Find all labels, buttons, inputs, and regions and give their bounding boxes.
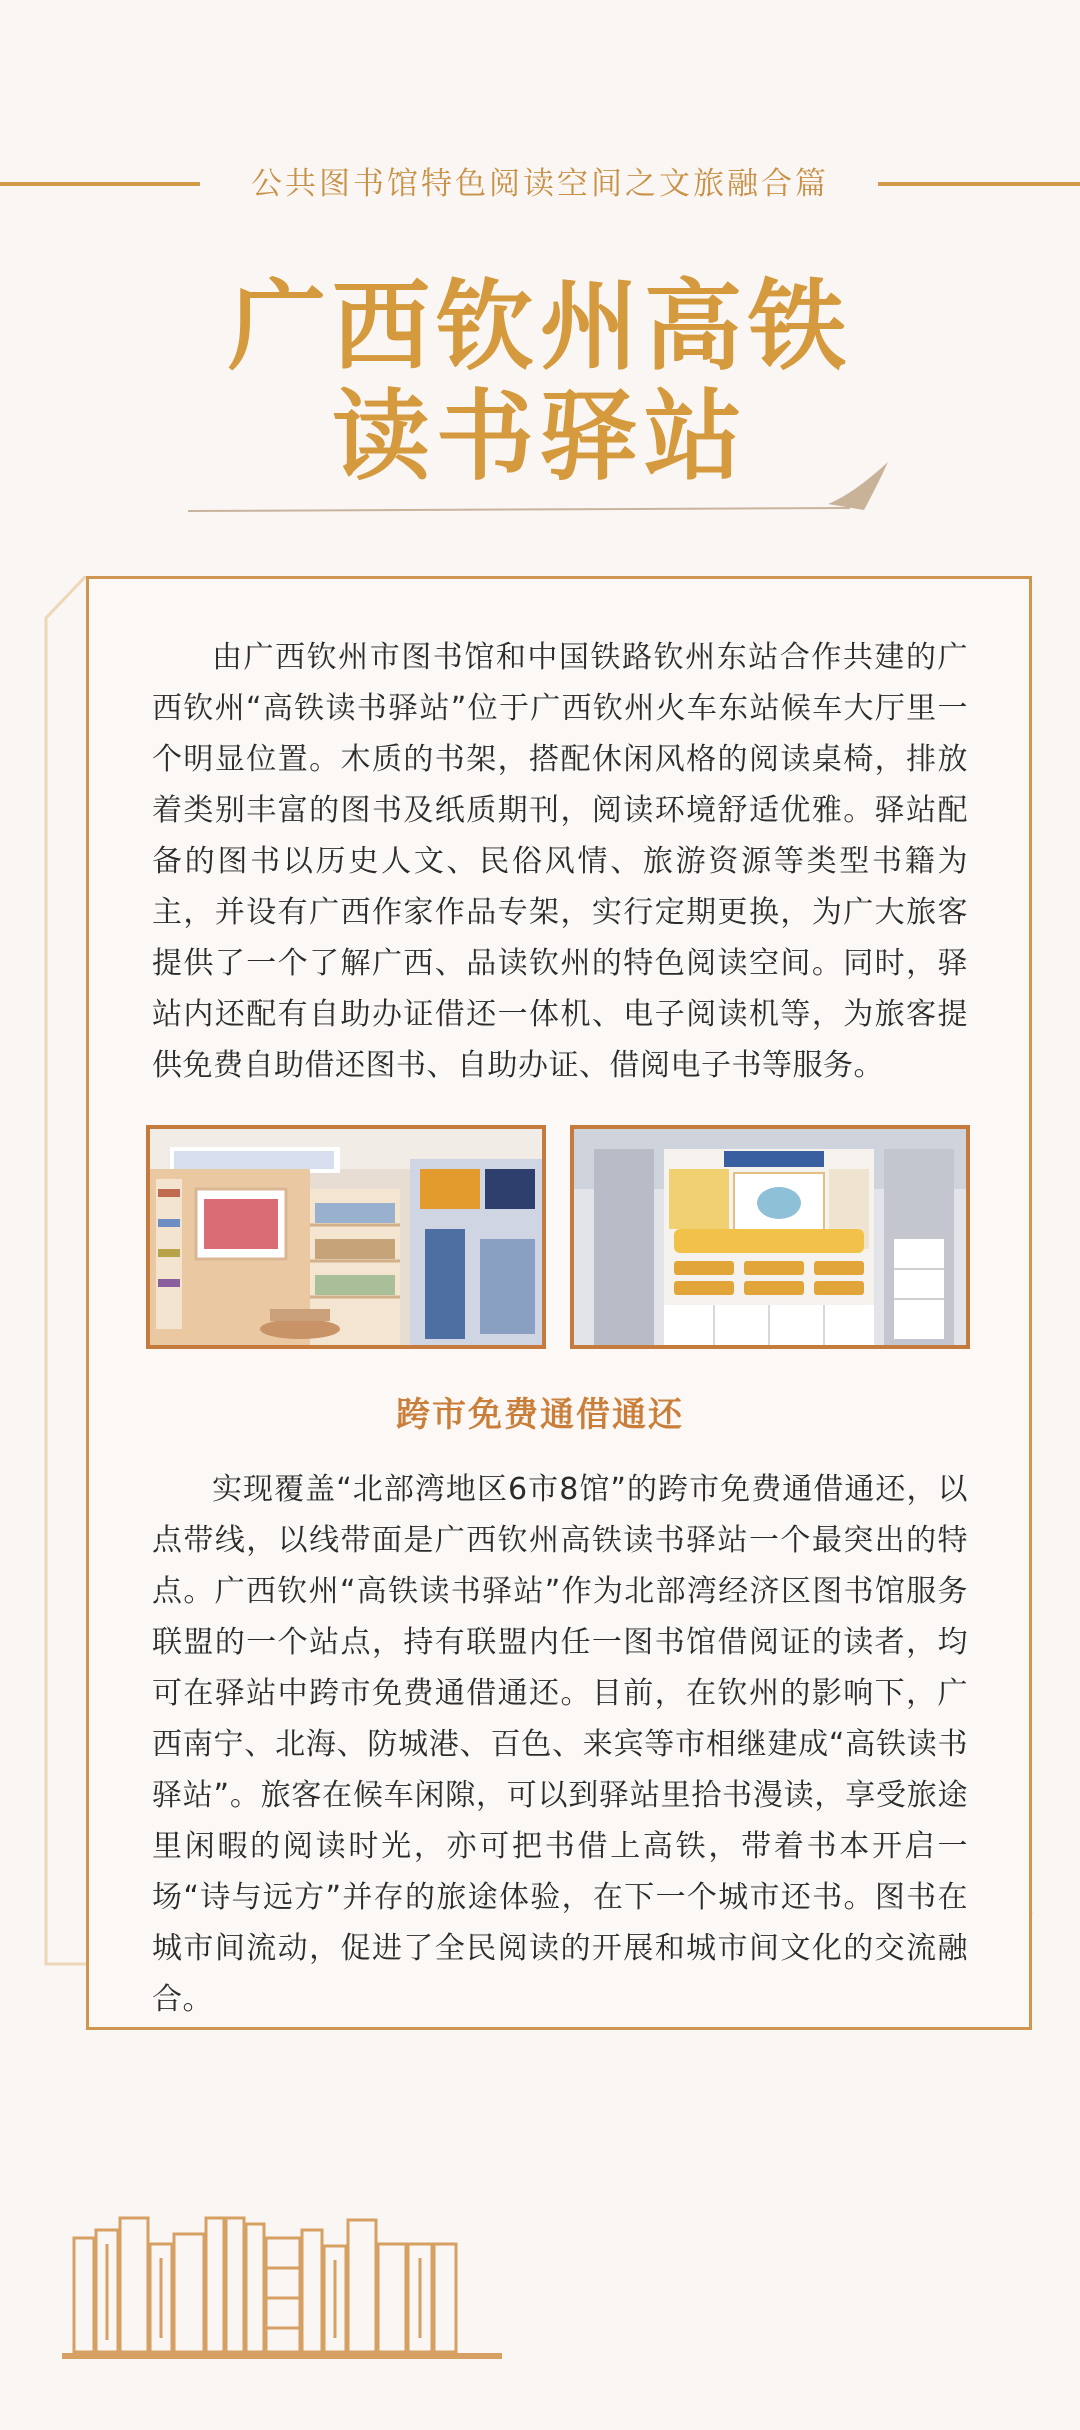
header-divider-left — [0, 182, 200, 186]
bookshelf-icon — [62, 2204, 502, 2364]
section-paragraph: 实现覆盖“北部湾地区6市8馆”的跨市免费通借通还，以点带线，以线带面是广西钦州高铁读书驿站一个最突出的特点。广西钦州“高铁读书驿站”作为北部湾经济区图书馆服务联盟的一个站点，持有联盟内任一图书馆借阅证的读者，均可在驿站中跨市免费通借通还。目前，在钦州的影响下，广西南宁、北海、防城港、百色、来宾等市相继建成“高铁读书驿站”。旅客在候车闲隙，可以到驿站里拾书漫读，享受旅途里闲暇的阅读时光，亦可把书借上高铁，带着书本开启一场“诗与远方”并存的旅途体验，在下一个城市还书。图书在城市间流动，促进了全民阅读的开展和城市间文化的交流融合。 — [152, 1472, 968, 2017]
intro-paragraph: 由广西钦州市图书馆和中国铁路钦州东站合作共建的广西钦州“高铁读书驿站”位于广西钦州火车东站候车大厅里一个明显位置。木质的书架，搭配休闲风格的阅读桌椅，排放着类别丰富的图书及纸质期刊，阅读环境舒适优雅。驿站配备的图书以历史人文、民俗风情、旅游资源等类型书籍为主，并设有广西作家作品专架，实行定期更换，为广大旅客提供了一个了解广西、品读钦州的特色阅读空间。同时，驿站内还配有自助办证借还一体机、电子阅读机等，为旅客提供免费自助借还图书、自助办证、借阅电子书等服务。 — [152, 640, 968, 1083]
section-title: 跨市免费通借通还 — [396, 1395, 684, 1435]
series-header — [0, 160, 1080, 208]
reading-station-shelves-photo — [570, 1125, 970, 1349]
series-title: 公共图书馆特色阅读空间之文旅融合篇 — [251, 166, 829, 202]
reading-station-interior-photo — [146, 1125, 546, 1349]
title-underline-decoration — [188, 454, 888, 514]
page-title-line1: 广西钦州高铁 — [227, 270, 852, 384]
header-divider-right — [878, 182, 1080, 186]
page-title-line2: 读书驿站 — [331, 380, 748, 494]
